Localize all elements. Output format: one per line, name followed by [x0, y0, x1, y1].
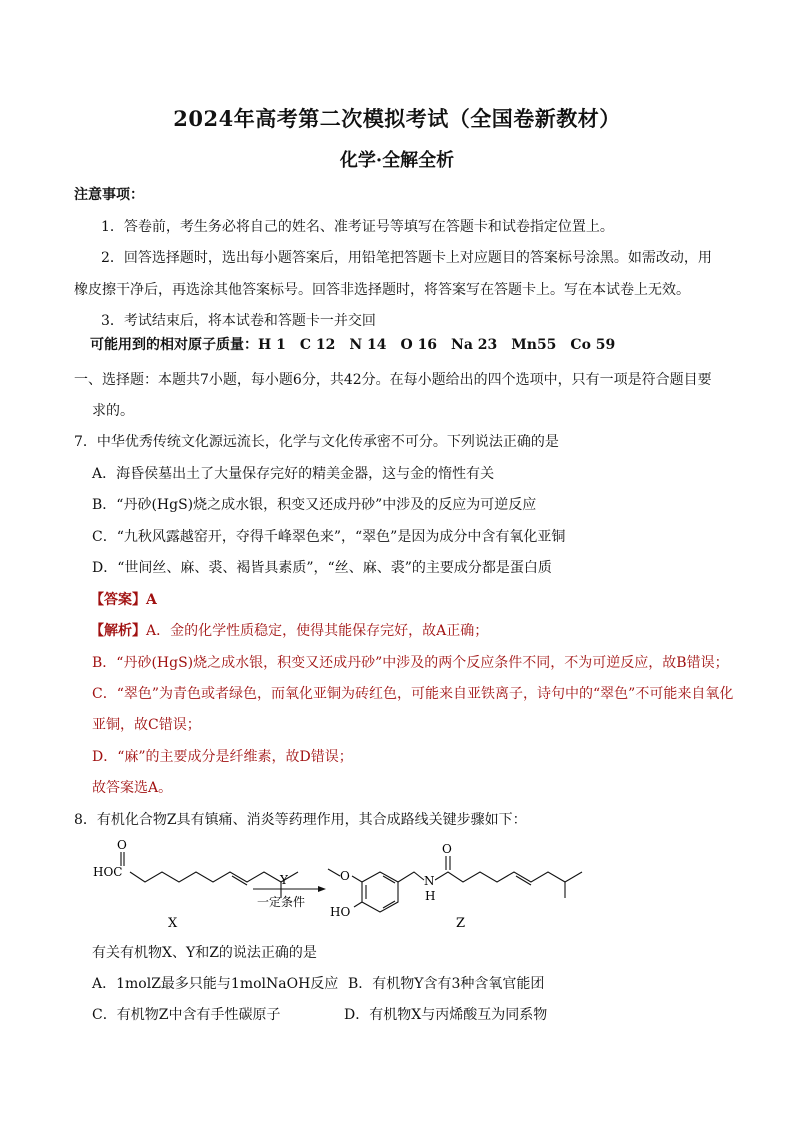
q7-option-c: C．“九秋风露越窑开，夺得千峰翠色来”，“翠色”是因为成分中含有氧化亚铜 [92, 529, 566, 545]
answer-label: 【答案】 [90, 592, 146, 608]
z-ho: HO [330, 905, 351, 919]
z-ch2-bond [398, 872, 424, 882]
q7-analysis-c-cont: 亚铜，故C错误； [92, 717, 201, 733]
atomic-masses: 可能用到的相对原子质量：H 1 C 12 N 14 O 16 Na 23 Mn55 Co 59 [90, 337, 616, 353]
reaction-condition: 一定条件 [257, 895, 306, 909]
reaction-arrow [253, 886, 326, 892]
compound-x [121, 852, 298, 898]
z-oxygen: O [442, 842, 452, 856]
q7-analysis-d: D．“麻”的主要成分是纤维素，故D错误； [92, 749, 353, 765]
q7-answer [90, 590, 157, 610]
analysis-a-text: A．金的化学性质稳定，使得其能保存完好，故A正确； [146, 623, 489, 639]
q8-option-d: D．有机物X与丙烯酸互为同系物 [344, 1007, 548, 1023]
z-nitrogen: N [424, 874, 435, 888]
z-methoxy-oxygen: O [340, 869, 350, 883]
section-heading-cont: 求的。 [92, 403, 134, 419]
notice-item-2-cont: 橡皮擦干净后，再选涂其他答案标号。回答非选择题时，将答案写在答题卡上。写在本试卷上无效。 [74, 282, 690, 298]
section-heading: 一、选择题：本题共7小题，每小题6分，共42分。在每小题给出的四个选项中，只有一项是符合题目要 [74, 372, 712, 388]
z-branch [565, 872, 582, 882]
reaction-scheme [90, 836, 590, 936]
z-label: Z [456, 916, 466, 931]
reaction-scheme-svg [90, 836, 590, 936]
z-methyl-bond [328, 869, 340, 876]
q7-analysis-b: B．“丹砂(HgS)烧之成水银，积变又还成丹砂”中涉及的两个反应条件不同，不为可逆反应，故B错误； [92, 655, 729, 671]
q8-stem: 8．有机化合物Z具有镇痛、消炎等药理作用，其合成路线关键步骤如下： [74, 812, 527, 828]
reagent-y: Y [280, 873, 288, 887]
q8-option-c: C．有机物Z中含有手性碳原子 [92, 1007, 281, 1023]
z-ome-bond [352, 876, 362, 882]
x-hoc: HOC [93, 865, 123, 879]
compound-z [328, 856, 582, 912]
q7-conclusion: 故答案选A。 [92, 780, 173, 796]
notice-item-1: 1．答卷前，考生务必将自己的姓名、准考证号等填写在答题卡和试卷指定位置上。 [101, 219, 614, 235]
z-benzene-ring [362, 872, 398, 912]
notice-item-2: 2．回答选择题时，选出每小题答案后，用铅笔把答题卡上对应题目的答案标号涂黑。如需改动，用 [101, 250, 712, 266]
z-oh-bond [354, 902, 362, 907]
q7-option-a: A．海昏侯墓出土了大量保存完好的精美金器，这与金的惰性有关 [92, 466, 495, 482]
q7-option-b: B．“丹砂(HgS)烧之成水银，积变又还成丹砂”中涉及的反应为可逆反应 [92, 497, 537, 513]
q7-analysis-c: C．“翠色”为青色或者绿色，而氧化亚铜为砖红色，可能来自亚铁离子，诗句中的“翠色”不可能来自氧化 [92, 686, 734, 702]
q7-stem: 7．中华优秀传统文化源远流长，化学与文化传承密不可分。下列说法正确的是 [74, 434, 559, 450]
z-hydrogen: H [425, 889, 436, 903]
analysis-label: 【解析】 [90, 623, 146, 639]
page-title: 2024年高考第二次模拟考试（全国卷新教材） [173, 106, 621, 131]
notice-item-3: 3．考试结束后，将本试卷和答题卡一并交回 [101, 313, 376, 329]
q8-option-b: B．有机物Y含有3种含氧官能团 [348, 976, 545, 992]
q8-option-a: A．1molZ最多只能与1molNaOH反应 [92, 976, 339, 992]
z-chain [435, 872, 565, 898]
page-subtitle: 化学·全解全析 [339, 150, 455, 171]
q8-question: 有关有机物X、Y和Z的说法正确的是 [92, 945, 317, 961]
q7-option-d: D．“世间丝、麻、裘、褐皆具素质”，“丝、麻、裘”的主要成分都是蛋白质 [92, 560, 552, 576]
x-label: X [168, 916, 178, 931]
answer-value: A [146, 592, 157, 608]
q7-analysis-a [90, 621, 488, 641]
notice-heading: 注意事项： [74, 187, 144, 203]
x-oxygen: O [117, 838, 127, 852]
